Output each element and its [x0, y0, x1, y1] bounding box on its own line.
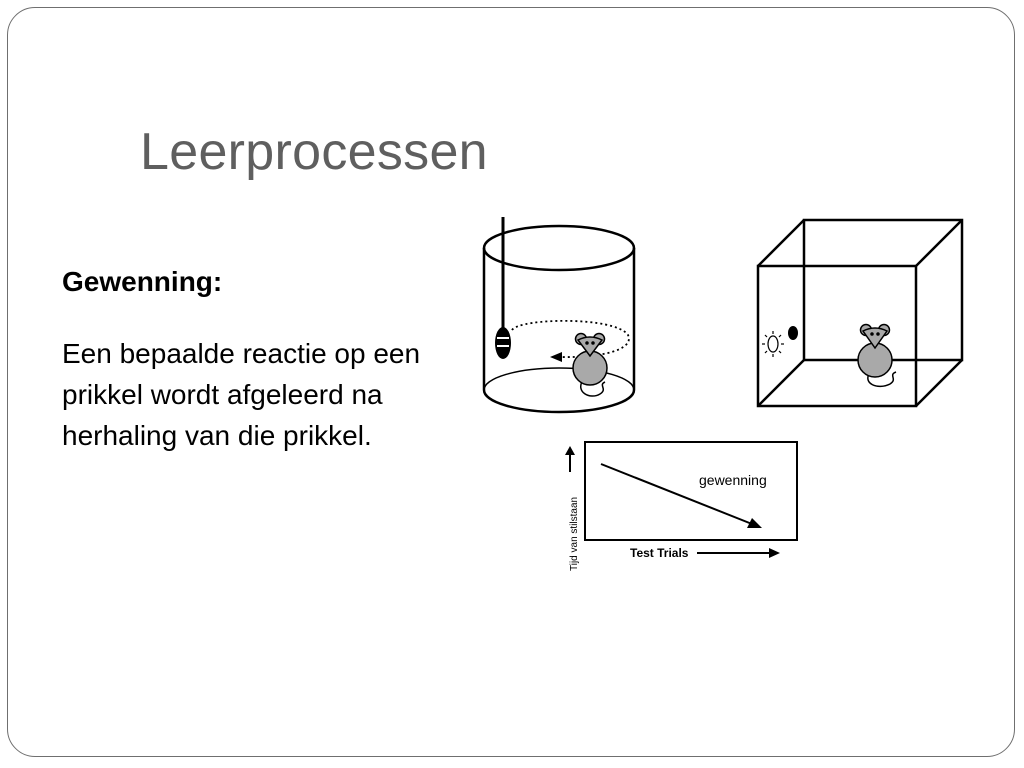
slide-title: Leerprocessen	[140, 123, 488, 181]
habituation-graph	[565, 442, 797, 571]
section-heading: Gewenning:	[62, 266, 223, 297]
mouse-icon	[858, 325, 896, 387]
wall-dot-icon	[788, 326, 798, 340]
line-label: gewenning	[699, 472, 767, 488]
cylinder-arena-icon	[484, 226, 634, 412]
pendulum-stimulus-icon	[495, 217, 511, 359]
dotted-path-icon	[512, 321, 629, 357]
x-axis-arrowhead	[769, 548, 780, 558]
y-axis-arrowhead	[565, 446, 575, 455]
light-source-icon	[762, 331, 784, 357]
y-axis-label: Tijd van stilstaan	[569, 496, 580, 571]
mouse-icon	[573, 334, 607, 397]
arrowhead-icon	[550, 352, 562, 362]
graph-frame	[585, 442, 797, 540]
body-text: Een bepaalde reactie op een prikkel wordt afgeleerd na herhaling van die prikkel.	[62, 338, 421, 451]
open-field-box-icon	[758, 220, 962, 406]
x-axis-label: Test Trials	[630, 546, 689, 560]
